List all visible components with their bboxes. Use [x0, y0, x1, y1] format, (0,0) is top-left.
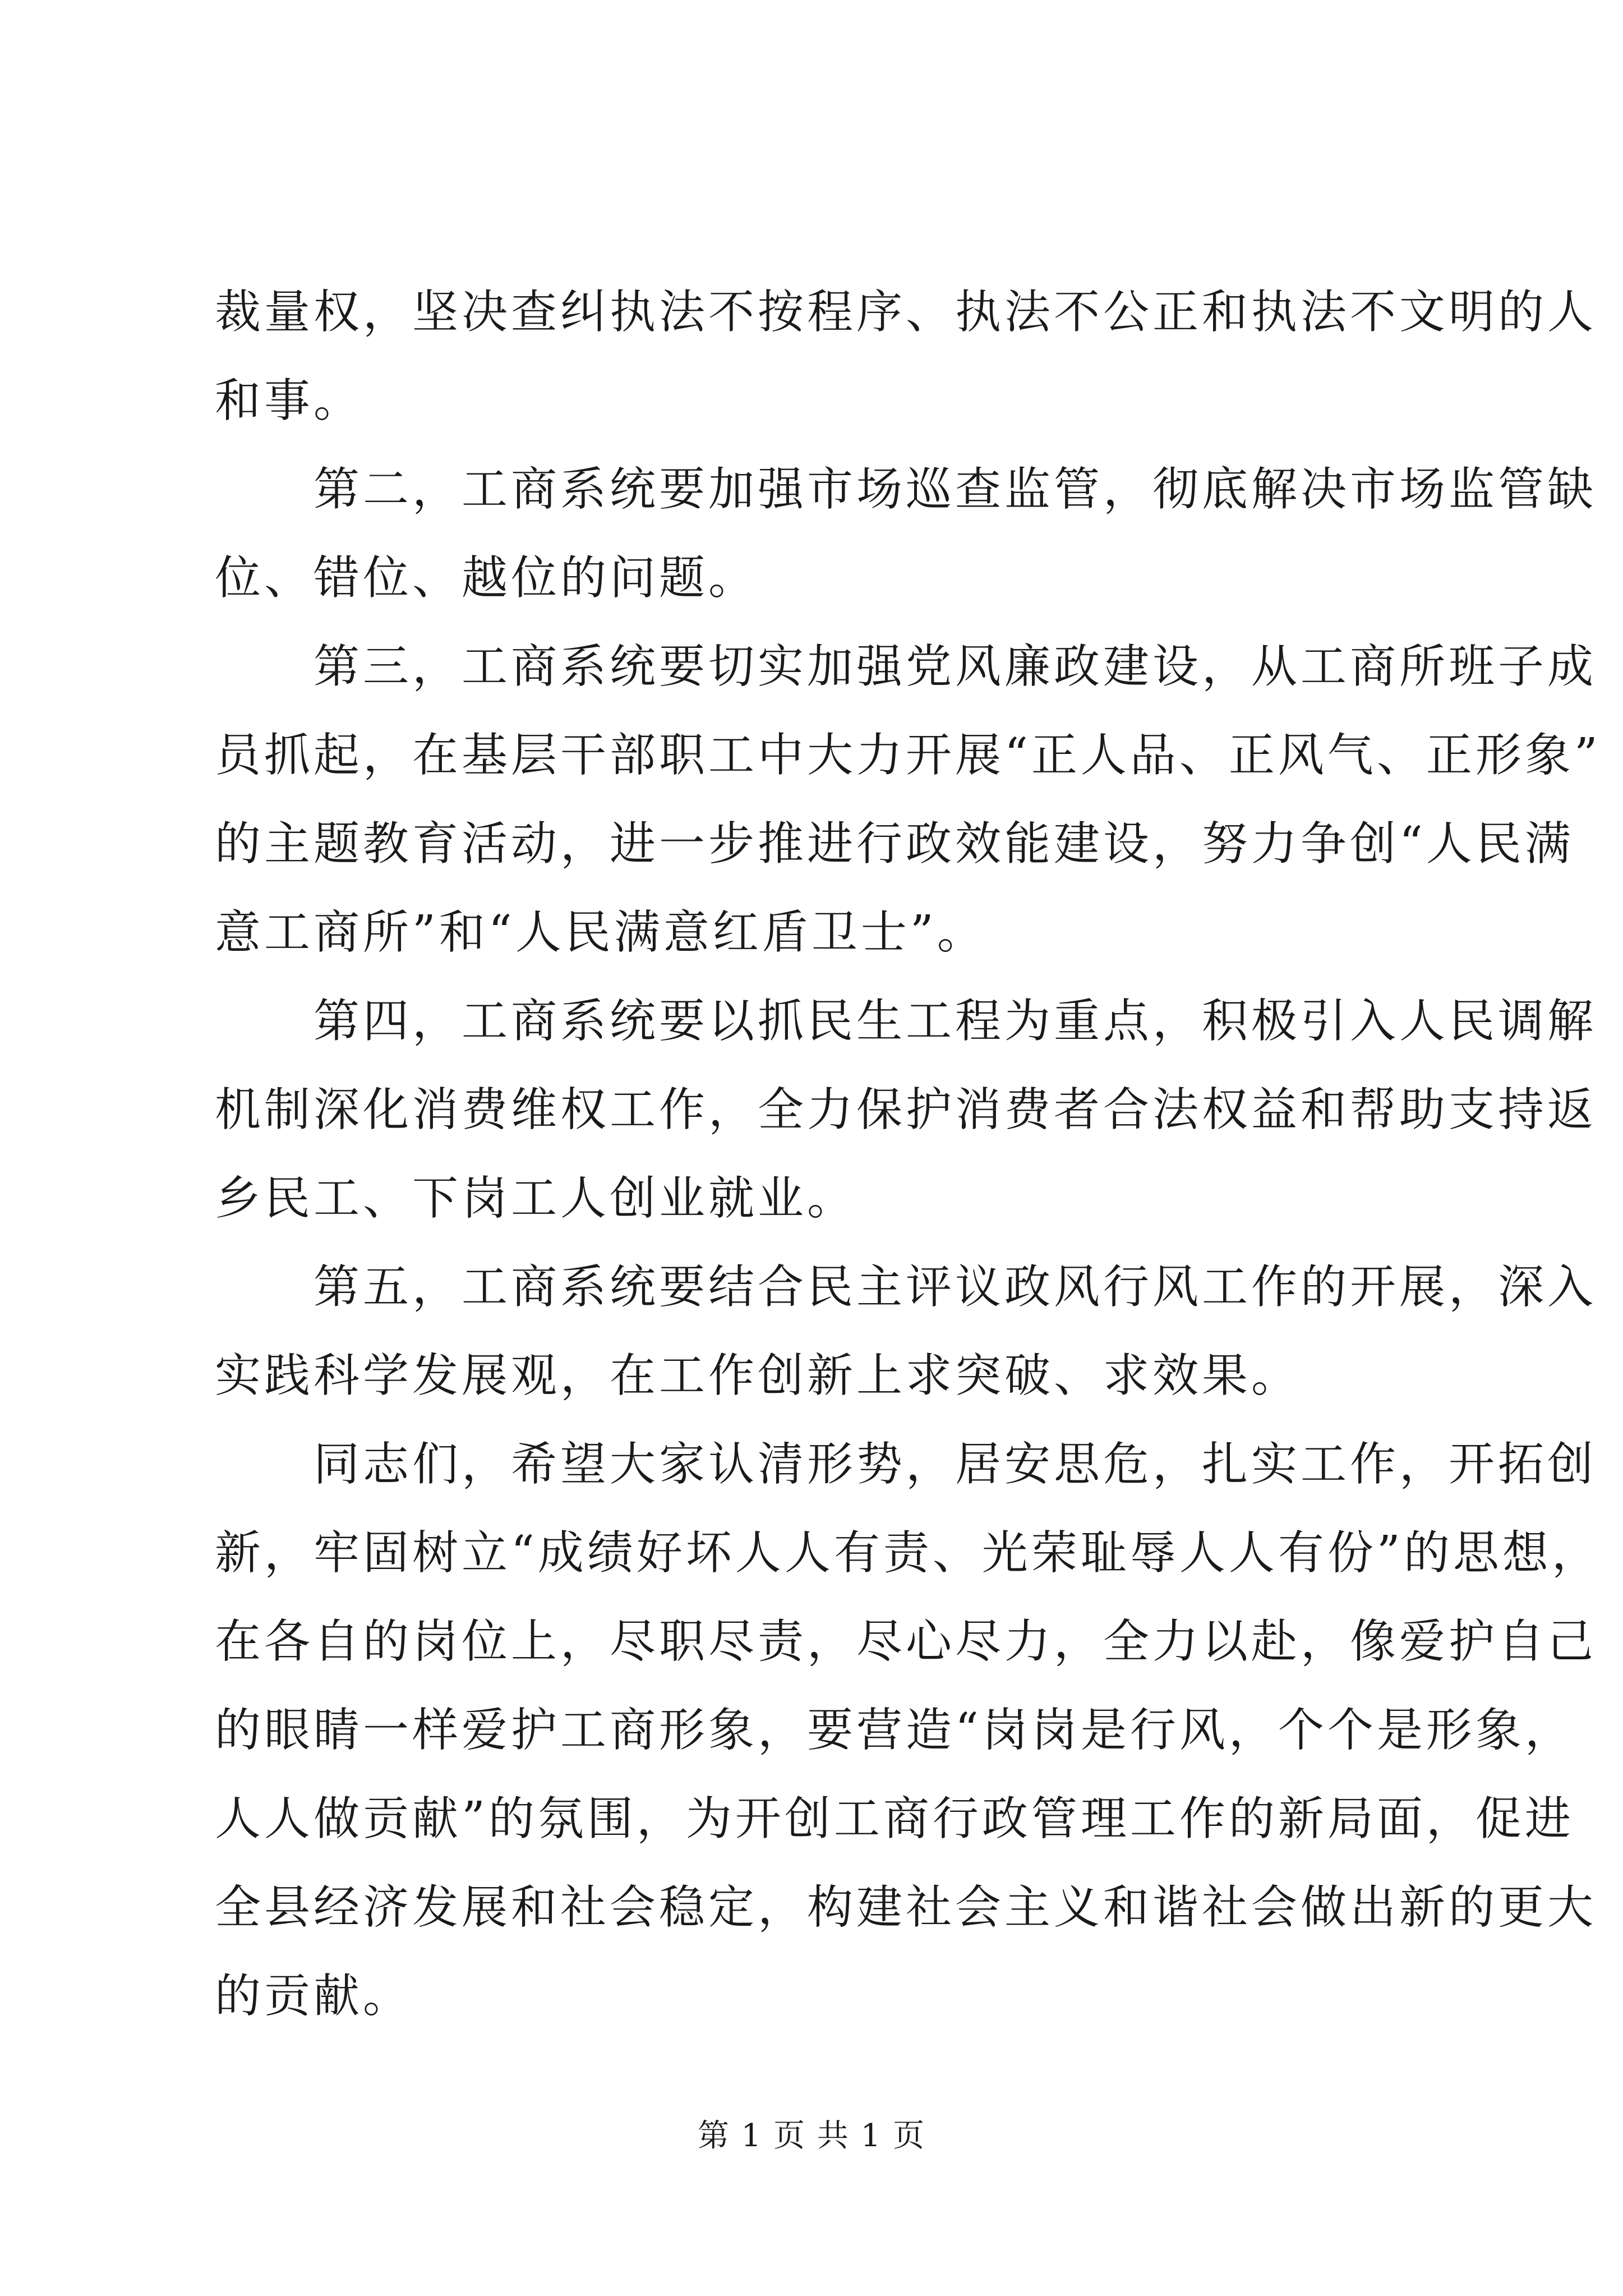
body-line: 的眼睛一样爱护工商形象，要营造“岗岗是行风，个个是形象， — [215, 1704, 1574, 1757]
body-line: 实践科学发展观，在工作创新上求突破、求效果。 — [215, 1349, 1301, 1402]
body-line: 第三，工商系统要切实加强党风廉政建设，从工商所班子成 — [215, 640, 1597, 693]
body-line: 新，牢固树立“成绩好坏人人有责、光荣耻辱人人有份”的思想， — [215, 1526, 1601, 1580]
body-line: 在各自的岗位上，尽职尽责，尽心尽力，全力以赴，像爱护自己 — [215, 1615, 1597, 1668]
body-line: 第五，工商系统要结合民主评议政风行风工作的开展，深入 — [215, 1260, 1597, 1314]
body-line: 人人做贡献”的氛围，为开创工商行政管理工作的新局面，促进 — [215, 1792, 1574, 1846]
body-line: 位、错位、越位的问题。 — [215, 551, 758, 605]
body-line: 的主题教育活动，进一步推进行政效能建设，努力争创“人民满 — [215, 817, 1574, 871]
page-number: 第 1 页 共 1 页 — [697, 2118, 926, 2154]
body-line: 的贡献。 — [215, 1970, 413, 2023]
body-line: 意工商所”和“人民满意红盾卫士”。 — [215, 906, 986, 959]
body-line: 乡民工、下岗工人创业就业。 — [215, 1172, 857, 1225]
body-line: 第二，工商系统要加强市场巡查监管，彻底解决市场监管缺 — [215, 463, 1597, 516]
body-line: 裁量权，坚决查纠执法不按程序、执法不公正和执法不文明的人 — [215, 286, 1597, 339]
document-body — [215, 268, 1601, 2041]
body-line: 同志们，希望大家认清形势，居安思危，扎实工作，开拓创 — [215, 1438, 1597, 1491]
body-line: 员抓起，在基层干部职工中大力开展“正人品、正风气、正形象” — [215, 729, 1601, 782]
body-line: 全县经济发展和社会稳定，构建社会主义和谐社会做出新的更大 — [215, 1881, 1597, 1934]
body-line: 机制深化消费维权工作，全力保护消费者合法权益和帮助支持返 — [215, 1083, 1597, 1137]
body-line: 和事。 — [215, 374, 363, 427]
body-line: 第四，工商系统要以抓民生工程为重点，积极引入人民调解 — [215, 995, 1597, 1048]
page-footer — [0, 2114, 1623, 2159]
